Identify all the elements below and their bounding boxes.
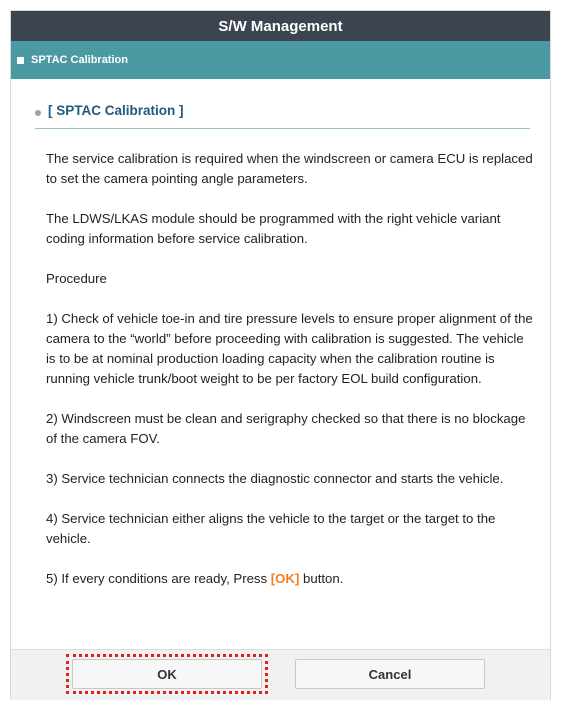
subbar-label: SPTAC Calibration — [31, 54, 128, 66]
paragraph-programming: The LDWS/LKAS module should be programmed with the right vehicle variant coding information before service calibration. — [46, 211, 501, 246]
section-heading-text: [ SPTAC Calibration ] — [48, 103, 184, 118]
step-5-text-after: button. — [299, 571, 344, 586]
ok-keyword: [OK] — [270, 571, 300, 586]
ok-button[interactable]: OK — [72, 659, 262, 689]
paragraph-step-1: 1) Check of vehicle toe-in and tire pressure levels to ensure proper alignment of the camera to the “world” before proceeding with calibration is suggested. The vehicle is to be at nominal production loading capacity when the calibration routine is running vehicle trunk/boot weight to be per factory EOL build configuration. — [46, 311, 533, 386]
dialog-footer — [11, 649, 550, 700]
cancel-button[interactable]: Cancel — [295, 659, 485, 689]
content-area — [11, 79, 550, 649]
paragraph-step-5 — [46, 569, 536, 589]
paragraph-step-2: 2) Windscreen must be clean and serigraphy checked so that there is no blockage of the camera FOV. — [46, 411, 526, 446]
section-heading — [35, 103, 530, 129]
dialog-title: S/W Management — [11, 11, 550, 41]
subbar — [11, 41, 550, 79]
square-bullet-icon — [17, 57, 24, 64]
paragraph-step-4: 4) Service technician either aligns the vehicle to the target or the target to the vehicle. — [46, 511, 496, 546]
bullet-dot-icon — [35, 110, 41, 116]
sw-management-dialog — [10, 10, 551, 700]
instructions-text — [46, 149, 536, 609]
paragraph-step-3: 3) Service technician connects the diagnostic connector and starts the vehicle. — [46, 471, 504, 486]
paragraph-intro: The service calibration is required when the windscreen or camera ECU is replaced to set the camera pointing angle parameters. — [46, 151, 533, 186]
step-5-text-before: 5) If every conditions are ready, Press — [46, 571, 271, 586]
paragraph-procedure-label: Procedure — [46, 271, 107, 286]
